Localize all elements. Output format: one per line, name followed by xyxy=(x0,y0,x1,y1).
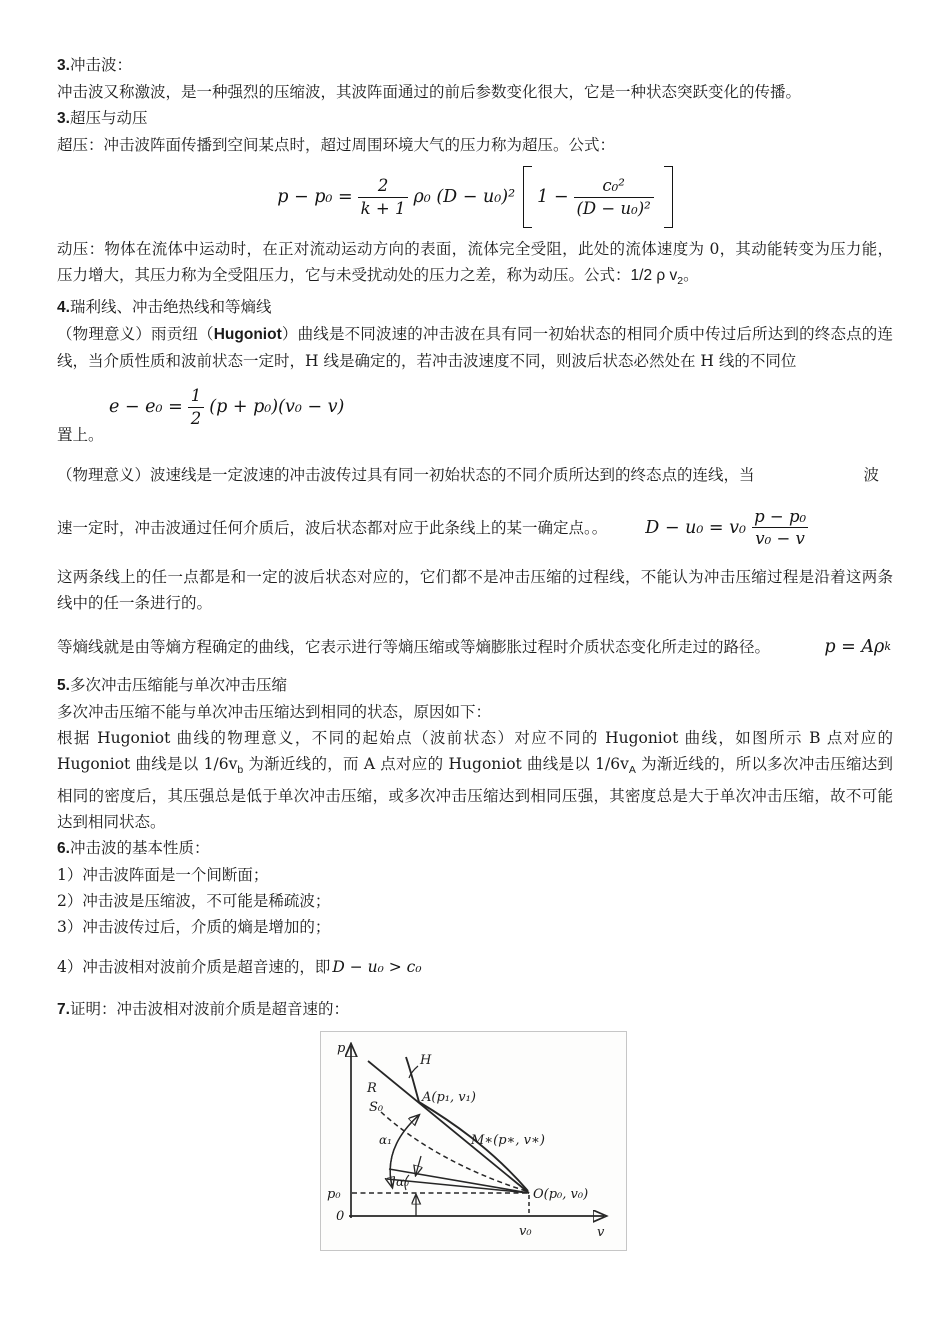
formula-overpressure xyxy=(57,162,893,232)
section-number: 6. xyxy=(57,839,70,857)
p0-label: p₀ xyxy=(327,1186,341,1202)
paragraph-dynamic-pressure: 动压：物体在流体中运动时，在正对流动运动方向的表面，流体完全受阻，此处的流体速度为 0，其动能转变为压力能，压力增大，其压力称为全受阻压力，它与未受扰动处的压力之差，称为动压。公式：1/2 ρ $v_2$。 xyxy=(57,240,893,287)
point-M-label: M∗(p∗, v∗) xyxy=(471,1132,545,1148)
subscript-b: b xyxy=(237,763,244,776)
paragraph-wavespeed-line1: （物理意义）波速线是一定波速的冲击波传过具有同一初始状态的不同介质所达到的终态点的连线，当 波 xyxy=(57,462,893,488)
list-item-4: 4）冲击波相对波前介质是超音速的，即 D − u₀ > c₀ xyxy=(57,954,893,980)
heading-7-proof xyxy=(57,996,893,1023)
pv-diagram-svg xyxy=(321,1032,626,1250)
curve-S0-label: S₀ xyxy=(369,1099,384,1115)
hugoniot-curve xyxy=(406,1057,528,1191)
formula-supersonic: D − u₀ > c₀ xyxy=(332,957,422,976)
heading-text: 多次冲击压缩能与单次冲击压缩 xyxy=(69,675,287,694)
formula-mid: ρ₀ (D − u₀)² xyxy=(413,187,516,207)
heading-6-properties xyxy=(57,835,893,862)
line-R-label: R xyxy=(367,1080,377,1096)
fraction: $\frac{\text{c₀²}}{\text{(D − u₀)²}}$ xyxy=(574,175,654,219)
heading-text: 超压与动压 xyxy=(69,109,148,127)
paragraph-two-lines: 这两条线上的任一点都是和一定的波后状态对应的，它们都不是冲击压缩的过程线，不能认为冲击压缩过程是沿着这两条线中的任一条进行的。 xyxy=(57,567,893,612)
section-number: 4. xyxy=(57,299,70,316)
heading-5-multiple-compression xyxy=(57,672,893,699)
v0-label: v₀ xyxy=(519,1223,532,1239)
heading-3-overpressure xyxy=(57,105,893,132)
paragraph-wavespeed-line2: 速一定时，冲击波通过任何介质后，波后状态都对应于此条线上的某一确定点。。 D − u₀ = v₀ $\frac{\text{p − p₀}}{\text{v₀ − v}}$ xyxy=(57,506,893,550)
section-number: 5. xyxy=(57,676,70,694)
paragraph-zhishang: 置上。 xyxy=(57,426,104,444)
alpha0-down-arrow xyxy=(416,1156,421,1174)
heading-3-shockwave xyxy=(57,52,893,79)
list-item-3: 3）冲击波传过后，介质的熵是增加的； xyxy=(57,917,331,936)
point-O-label: O(p₀, v₀) xyxy=(533,1186,589,1202)
section-number: 3. xyxy=(57,57,70,74)
axis-label-v: v xyxy=(597,1224,605,1240)
formula-rhs: (p + p₀)(v₀ − v) xyxy=(209,397,345,417)
heading-text: 瑞利线、冲击绝热线和等熵线 xyxy=(69,298,272,316)
fraction: $\frac{2}{k + 1}$ xyxy=(358,175,409,219)
wrapped-char: 波 xyxy=(863,466,879,484)
paragraph-hugoniot: （物理意义）雨贡纽（Hugoniot）曲线是不同波速的冲击波在具有同一初始状态的相同介质中传过后所达到的终态点的连线，当介质性质和波前状态一定时，H 线是确定的，若冲击波速度不同，则波后状态必然处在 H 线的不同位 xyxy=(57,325,893,370)
heading-4-rayleigh xyxy=(57,294,893,321)
list-item-2: 2）冲击波是压缩波，不可能是稀疏波； xyxy=(57,891,331,910)
alpha1-label: α₁ xyxy=(379,1132,392,1147)
heading-text: 冲击波的基本性质： xyxy=(69,838,210,857)
heading-text: 冲击波： xyxy=(69,56,132,74)
curve-H-label: H xyxy=(420,1052,432,1068)
subscript: 2 xyxy=(677,275,684,287)
pv-diagram-figure xyxy=(320,1031,627,1251)
paragraph-overpressure: 超压：冲击波阵面传播到空间某点时，超过周围环境大气的压力称为超压。公式： xyxy=(57,136,616,154)
fraction: $\frac{\text{p − p₀}}{\text{v₀ − v}}$ xyxy=(754,507,807,549)
formula-lhs: e − e₀ = xyxy=(109,397,183,417)
formula-isentrope: p = Aρ k xyxy=(824,634,891,660)
formula-one-minus: 1 − xyxy=(537,187,569,207)
section-number: 3. xyxy=(57,110,70,127)
paragraph-5-body: 根据 Hugoniot 曲线的物理意义，不同的起始点（波前状态）对应不同的 Hugoniot 曲线，如图所示 B 点对应的 Hugoniot 曲线是以 $1/6v_b$ 为渐近线的，而 A 点对应的 Hugoniot 曲线是以 $1/6v_A$ 为渐近线的，所以多次冲击压缩达到相同的密度后，其压强总是低于单次冲击压缩，或多次冲击压缩达到相同压强，其密度总是大于单次冲击压缩，故不可能达到相同状态。 xyxy=(57,728,893,831)
section-number: 7. xyxy=(57,1000,70,1018)
right-bracket xyxy=(664,166,673,228)
paragraph-shockwave-def: 冲击波又称激波，是一种强烈的压缩波，其波阵面通过的前后参数变化很大，它是一种状态突跃变化的传播。 xyxy=(57,83,802,101)
formula-lhs: p − p₀ = xyxy=(277,187,353,207)
alpha0-label: α₀ xyxy=(396,1174,409,1189)
origin-label: 0 xyxy=(336,1208,345,1224)
list-item-1: 1）冲击波阵面是一个间断面； xyxy=(57,865,269,884)
dynamic-pressure-formula: 1/2 ρ v xyxy=(630,267,678,284)
point-A-label: A(p₁, v₁) xyxy=(422,1089,476,1105)
paragraph-isentrope: 等熵线就是由等熵方程确定的曲线，它表示进行等熵压缩或等熵膨胀过程时介质状态变化所走过的路径。 p = Aρ k xyxy=(57,634,893,660)
heading-text: 证明：冲击波相对波前介质是超音速的： xyxy=(69,999,349,1018)
formula-wavespeed xyxy=(645,506,814,550)
rayleigh-line xyxy=(368,1061,529,1193)
paragraph-5-intro: 多次冲击压缩不能与单次冲击压缩达到相同的状态，原因如下： xyxy=(57,702,492,721)
subscript-A: A xyxy=(628,763,636,776)
axis-label-p: p xyxy=(337,1040,346,1056)
fraction: $\frac{1}{2}$ xyxy=(188,385,205,429)
superscript-k: k xyxy=(884,639,891,653)
formula-lhs: D − u₀ = v₀ xyxy=(645,517,747,538)
left-bracket xyxy=(523,166,532,228)
hugoniot-bold: Hugoniot xyxy=(213,326,282,343)
